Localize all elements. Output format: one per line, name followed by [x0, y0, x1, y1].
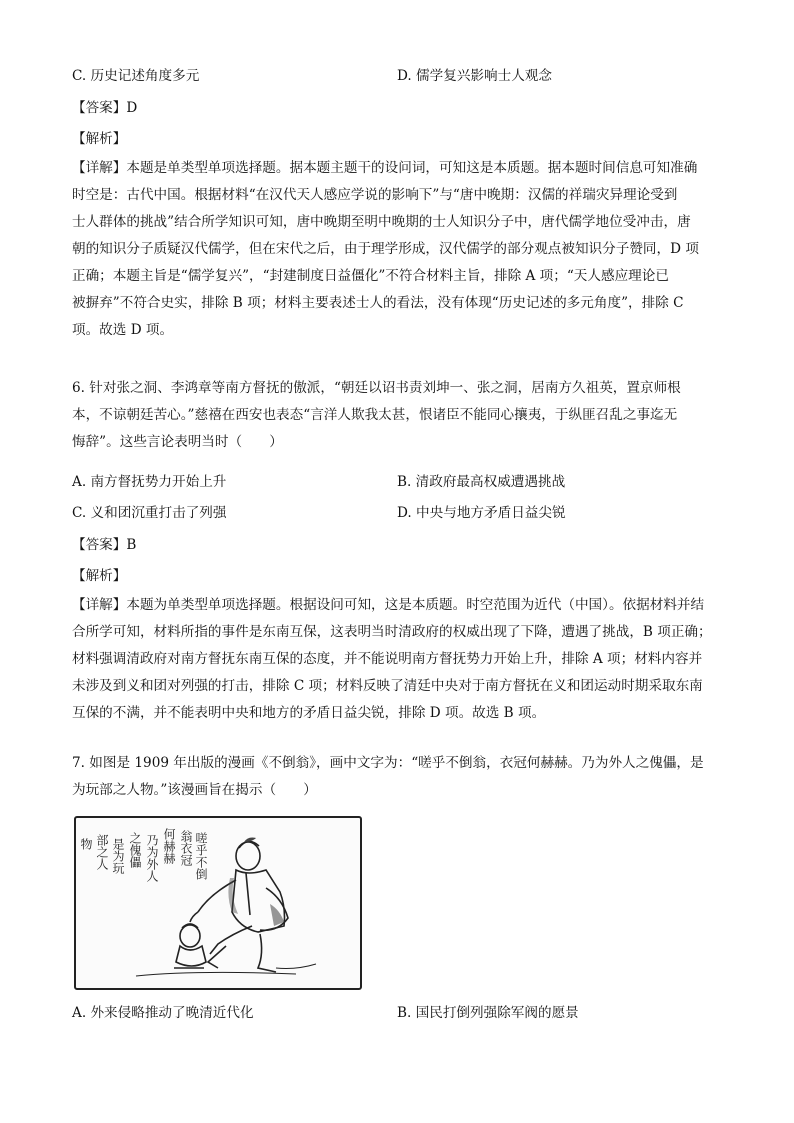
q5-detail-line: 项。故选 D 项。	[72, 322, 174, 338]
q5-detail-line: 朝的知识分子质疑汉代儒学，但在宋代之后，由于理学形成，汉代儒学的部分观点被知识分子赞同，D 项	[72, 241, 699, 257]
svg-text:何赫赫: 何赫赫	[162, 828, 176, 864]
q6-option-b: B. 清政府最高权威遭遇挑战	[397, 474, 566, 490]
q6-detail-line: 合所学可知，材料所指的事件是东南互保，这表明当时清政府的权威出现了下降，遭遇了挑战，B 项正确；	[72, 624, 712, 640]
q6-analysis-tag: 【解析】	[72, 568, 127, 584]
svg-text:嗟乎不倒: 嗟乎不倒	[194, 832, 208, 880]
q6-stem-line: 6. 针对张之洞、李鸿章等南方督抚的傲派，“朝廷以诏书责刘坤一、张之洞，居南方久祖英，置京师根	[72, 380, 681, 396]
q7-stem	[72, 750, 722, 804]
q5-detail	[72, 155, 722, 344]
q6-answer: 【答案】B	[72, 537, 137, 553]
q5-option-d: D. 儒学复兴影响士人观念	[397, 68, 552, 84]
q6-option-a: A. 南方督抚势力开始上升	[72, 474, 227, 490]
cartoon-image	[74, 816, 362, 990]
q6-stem	[72, 375, 722, 456]
q7-option-a: A. 外来侵略推动了晚清近代化	[72, 1005, 254, 1021]
svg-text:乃为外人: 乃为外人	[145, 834, 159, 882]
q5-detail-line: 被摒弃”不符合史实，排除 B 项；材料主要表述士人的看法，没有体现“历史记述的多元角度”，排除 C	[72, 295, 684, 311]
q7-stem-line: 7. 如图是 1909 年出版的漫画《不倒翁》，画中文字为：“嗟乎不倒翁，衣冠何赫赫。乃为外人之傀儡，是	[72, 755, 704, 771]
q5-option-c: C. 历史记述角度多元	[72, 68, 200, 84]
q6-detail-line: 【详解】本题为单类型单项选择题。根据设问可知，这是本质题。时空范围为近代（中国）。依据材料并结	[72, 597, 705, 613]
q6-option-c: C. 义和团沉重打击了列强	[72, 505, 227, 521]
svg-text:翁衣冠: 翁衣冠	[179, 830, 193, 866]
q7-stem-line: 为玩部之人物。”该漫画旨在揭示（ ）	[72, 782, 317, 798]
q6-detail	[72, 592, 722, 727]
svg-text:之傀儡: 之傀儡	[128, 832, 142, 868]
q5-detail-line: 士人群体的挑战”结合所学知识可知，唐中晚期至明中晚期的士人知识分子中，唐代儒学地位受冲击，唐	[72, 214, 691, 230]
q5-detail-line: 【详解】本题是单类型单项选择题。据本题主题干的设问词，可知这是本质题。据本题时间信息可知准确	[72, 160, 698, 176]
svg-text:物: 物	[79, 838, 93, 850]
q5-detail-line: 时空是：古代中国。根据材料“在汉代天人感应学说的影响下”与“唐中晚期：汉儒的祥瑞灾异理论受到	[72, 187, 678, 203]
svg-text:是为玩: 是为玩	[111, 838, 125, 874]
svg-text:部之人: 部之人	[95, 834, 109, 870]
q6-stem-line: 悔辞”。这些言论表明当时（ ）	[72, 434, 283, 450]
q6-detail-line: 互保的不满，并不能表明中央和地方的矛盾日益尖锐，排除 D 项。故选 B 项。	[72, 705, 546, 721]
cartoon-calligraphy	[79, 828, 208, 882]
q5-answer: 【答案】D	[72, 100, 138, 116]
q7-option-b: B. 国民打倒列强除军阀的愿景	[397, 1005, 579, 1021]
q6-option-d: D. 中央与地方矛盾日益尖锐	[397, 505, 566, 521]
q5-analysis-tag: 【解析】	[72, 131, 127, 147]
q6-detail-line: 未涉及到义和团对列强的打击，排除 C 项；材料反映了清廷中央对于南方督抚在义和团运动时期采取东南	[72, 678, 703, 694]
cartoon-drawing	[76, 818, 360, 988]
q6-detail-line: 材料强调清政府对南方督抚东南互保的态度，并不能说明南方督抚势力开始上升，排除 A 项；材料内容并	[72, 651, 703, 667]
q6-stem-line: 本，不谅朝廷苦心。”慈禧在西安也表态“言洋人欺我太甚，恨诸臣不能同心攘夷，于纵匪召乱之事迄无	[72, 407, 678, 423]
q5-detail-line: 正确；本题主旨是“儒学复兴”，“封建制度日益僵化”不符合材料主旨，排除 A 项；“天人感应理论已	[72, 268, 669, 284]
